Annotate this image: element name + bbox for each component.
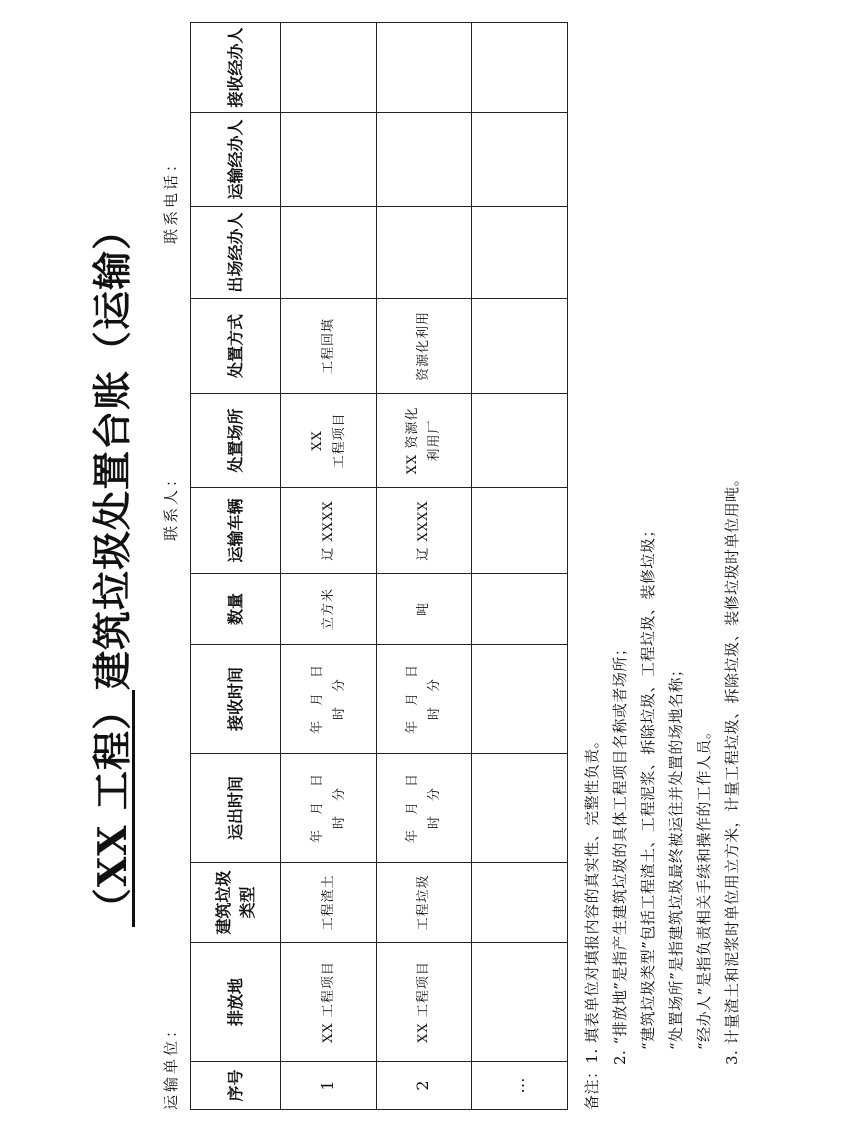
disposal-ledger-table bbox=[190, 22, 568, 1110]
cell-disposal-method: 资源化利用 bbox=[376, 299, 472, 394]
cell-vehicle bbox=[472, 488, 568, 574]
title-project-name: （XX 工程） bbox=[90, 689, 136, 928]
cell-out-time: 年 月 日 时 分 bbox=[281, 754, 377, 863]
header-out-time: 运出时间 bbox=[191, 754, 281, 863]
cell-out-agent bbox=[472, 207, 568, 299]
header-vehicle: 运输车辆 bbox=[191, 488, 281, 574]
note-line: 备注：1. 填表单位对填报内容的真实性、完整性负责。 bbox=[583, 732, 601, 1110]
cell-waste-type bbox=[472, 863, 568, 943]
header-disposal-method: 处置方式 bbox=[191, 299, 281, 394]
transport-unit-label: 运输单位： bbox=[162, 1019, 180, 1110]
note-line: 3. 计量渣土和泥浆时单位用立方米，计量工程垃圾、拆除垃圾、装修垃圾时单位用吨。 bbox=[723, 470, 741, 1065]
table-row bbox=[281, 23, 377, 1110]
cell-disposal-method: 工程回填 bbox=[281, 299, 377, 394]
cell-out-time: 年 月 日 时 分 bbox=[376, 754, 472, 863]
cell-receive-time: 年 月 日 时 分 bbox=[281, 645, 377, 754]
cell-out-agent bbox=[376, 207, 472, 299]
cell-disposal-site: XX 工程项目 bbox=[281, 394, 377, 488]
page-title bbox=[82, 0, 138, 1137]
cell-receive-agent bbox=[472, 23, 568, 113]
cell-waste-type: 工程渣土 bbox=[281, 863, 377, 943]
cell-vehicle: 辽 XXXX bbox=[281, 488, 377, 574]
cell-disposal-site bbox=[472, 394, 568, 488]
header-quantity: 数量 bbox=[191, 574, 281, 645]
cell-disposal-method bbox=[472, 299, 568, 394]
cell-serial-no: 2 bbox=[376, 1062, 472, 1110]
header-receive-agent: 接收经办人 bbox=[191, 23, 281, 113]
header-waste-type: 建筑垃圾类型 bbox=[191, 863, 281, 943]
cell-waste-type: 工程垃圾 bbox=[376, 863, 472, 943]
table-row bbox=[472, 23, 568, 1110]
cell-origin: XX 工程项目 bbox=[376, 943, 472, 1062]
cell-disposal-site: XX 资源化 利用厂 bbox=[376, 394, 472, 488]
table-row bbox=[376, 23, 472, 1110]
cell-quantity: 吨 bbox=[376, 574, 472, 645]
table-header-row bbox=[191, 23, 281, 1110]
cell-receive-time bbox=[472, 645, 568, 754]
cell-out-time bbox=[472, 754, 568, 863]
cell-quantity bbox=[472, 574, 568, 645]
contact-phone-label: 联系电话： bbox=[162, 153, 180, 244]
cell-serial-no: … bbox=[472, 1062, 568, 1110]
cell-origin bbox=[472, 943, 568, 1062]
cell-quantity: 立方米 bbox=[281, 574, 377, 645]
cell-transport-agent bbox=[376, 113, 472, 207]
header-out-agent: 出场经办人 bbox=[191, 207, 281, 299]
header-transport-agent: 运输经办人 bbox=[191, 113, 281, 207]
cell-receive-agent bbox=[281, 23, 377, 113]
cell-transport-agent bbox=[472, 113, 568, 207]
header-receive-time: 接收时间 bbox=[191, 645, 281, 754]
notes-section bbox=[578, 20, 746, 1110]
title-main: 建筑垃圾处置台账（运输） bbox=[90, 209, 136, 690]
note-line: “经办人”是指负责相关手续和操作的工作人员。 bbox=[695, 723, 713, 1050]
header-origin: 排放地 bbox=[191, 943, 281, 1062]
note-line: “建筑垃圾类型”包括工程渣土、工程泥浆、拆除垃圾、工程垃圾、装修垃圾； bbox=[639, 522, 657, 1050]
cell-transport-agent bbox=[281, 113, 377, 207]
cell-vehicle: 辽 XXXX bbox=[376, 488, 472, 574]
cell-out-agent bbox=[281, 207, 377, 299]
cell-receive-time: 年 月 日 时 分 bbox=[376, 645, 472, 754]
contact-person-label: 联系人： bbox=[162, 468, 180, 541]
header-disposal-site: 处置场所 bbox=[191, 394, 281, 488]
header-serial-no: 序号 bbox=[191, 1062, 281, 1110]
note-line: “处置场所”是指建筑垃圾最终被运往并处置的场地名称； bbox=[667, 661, 685, 1050]
notes-label: 备注： bbox=[583, 1063, 601, 1110]
note-line: 2. “排放地”是指产生建筑垃圾的具体工程项目名称或者场所； bbox=[611, 640, 629, 1065]
cell-serial-no: 1 bbox=[281, 1062, 377, 1110]
cell-origin: XX 工程项目 bbox=[281, 943, 377, 1062]
cell-receive-agent bbox=[376, 23, 472, 113]
